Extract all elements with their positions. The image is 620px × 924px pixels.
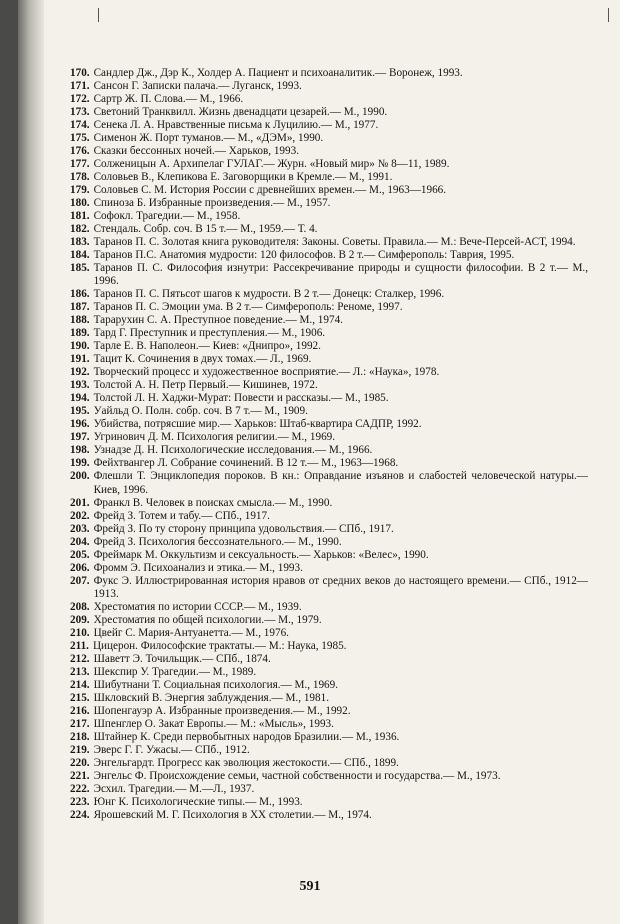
- entry-number: 172.: [70, 93, 90, 106]
- bibliography-entry: [70, 718, 588, 731]
- entry-number: 181.: [70, 210, 90, 223]
- entry-text: Таранов П. С. Философия изнутри: Рассекречивание природы и сущности философии. В 2 т.— М., 1996.: [93, 262, 588, 288]
- scan-mark: [98, 8, 99, 22]
- entry-number: 212.: [70, 652, 90, 665]
- entry-text: Сансон Г. Записки палача.— Луганск, 1993.: [93, 80, 302, 93]
- entry-number: 221.: [70, 769, 90, 782]
- entry-number: 171.: [70, 80, 90, 93]
- entry-text: Тарле Е. В. Наполеон.— Киев: «Днипро», 1992.: [93, 340, 321, 353]
- entry-text: Флешли Т. Энциклопедия пороков. В кн.: Оправдание изъянов и слабостей человеческой натуры.— Киев, 1996.: [93, 470, 588, 496]
- entry-number: 178.: [70, 171, 90, 184]
- entry-text: Угринович Д. М. Психология религии.— М., 1969.: [93, 431, 336, 444]
- entry-text: Соловьев С. М. История России с древнейших времен.— М., 1963—1966.: [93, 184, 447, 197]
- entry-text: Хрестоматия по общей психологии.— М., 1979.: [93, 613, 322, 626]
- entry-number: 174.: [70, 119, 90, 132]
- bibliography-entry: [70, 679, 588, 692]
- entry-text: Фукс Э. Иллюстрированная история нравов от средних веков до настоящего времени.— СПб., 1912—1913.: [93, 574, 588, 600]
- entry-text: Фейхтвангер Л. Собрание сочинений. В 12 т.— М., 1963—1968.: [93, 457, 399, 470]
- bibliography-entry: [70, 418, 588, 431]
- entry-text: Солженицын А. Архипелаг ГУЛАГ.— Журн. «Новый мир» № 8—11, 1989.: [93, 158, 450, 171]
- entry-text: Узнадзе Д. Н. Психологические исследования.— М., 1966.: [93, 444, 373, 457]
- bibliography-list: [70, 67, 588, 822]
- entry-number: 207.: [70, 574, 90, 587]
- entry-text: Эсхил. Трагедии.— М.—Л., 1937.: [93, 782, 255, 795]
- entry-number: 173.: [70, 106, 90, 119]
- entry-number: 183.: [70, 236, 90, 249]
- bibliography-entry: [70, 262, 588, 288]
- entry-number: 201.: [70, 496, 90, 509]
- bibliography-entry: [70, 392, 588, 405]
- bibliography-entry: [70, 106, 588, 119]
- entry-text: Фрейд З. Психология бессознательного.— М., 1990.: [93, 535, 342, 548]
- bibliography-entry: [70, 379, 588, 392]
- bibliography-entry: [70, 405, 588, 418]
- bibliography-entry: [70, 288, 588, 301]
- bibliography-entry: [70, 145, 588, 158]
- entry-number: 224.: [70, 808, 90, 821]
- bibliography-entry: [70, 640, 588, 653]
- entry-number: 193.: [70, 379, 90, 392]
- entry-text: Шопенгауэр А. Избранные произведения.— М., 1992.: [93, 704, 351, 717]
- entry-number: 213.: [70, 665, 90, 678]
- entry-text: Убийства, потрясшие мир.— Харьков: Штаб-квартира САДПР, 1992.: [93, 418, 422, 431]
- entry-text: Толстой А. Н. Петр Первый.— Кишинев, 1972.: [93, 379, 318, 392]
- entry-number: 186.: [70, 288, 90, 301]
- entry-text: Уайльд О. Полн. собр. соч. В 7 т.— М., 1909.: [93, 405, 308, 418]
- entry-number: 188.: [70, 314, 90, 327]
- entry-text: Сенека Л. А. Нравственные письма к Луцилию.— М., 1977.: [93, 119, 379, 132]
- entry-text: Тацит К. Сочинения в двух томах.— Л., 1969.: [93, 353, 312, 366]
- entry-number: 202.: [70, 509, 90, 522]
- entry-number: 217.: [70, 717, 90, 730]
- bibliography-entry: [70, 223, 588, 236]
- entry-text: Ярошевский М. Г. Психология в XX столетии.— М., 1974.: [93, 808, 372, 821]
- bibliography-entry: [70, 627, 588, 640]
- entry-number: 185.: [70, 262, 90, 275]
- bibliography-entry: [70, 431, 588, 444]
- bibliography-entry: [70, 614, 588, 627]
- bibliography-entry: [70, 301, 588, 314]
- entry-text: Франкл В. Человек в поисках смысла.— М., 1990.: [93, 496, 333, 509]
- entry-text: Цицерон. Философские трактаты.— М.: Наука, 1985.: [92, 639, 347, 652]
- bibliography-entry: [70, 510, 588, 523]
- entry-number: 175.: [70, 132, 90, 145]
- page-number: 591: [299, 879, 321, 894]
- bibliography-entry: [70, 158, 588, 171]
- entry-number: 208.: [70, 600, 90, 613]
- entry-text: Тард Г. Преступник и преступления.— М., 1906.: [93, 327, 326, 340]
- entry-text: Софокл. Трагедии.— М., 1958.: [93, 210, 241, 223]
- entry-text: Энгельгардт. Прогресс как эволюция жестокости.— СПб., 1899.: [93, 756, 399, 769]
- entry-number: 196.: [70, 418, 90, 431]
- bibliography-entry: [70, 80, 588, 93]
- bibliography-entry: [70, 523, 588, 536]
- entry-text: Шибутнани Т. Социальная психология.— М., 1969.: [93, 678, 339, 691]
- entry-number: 211.: [70, 639, 89, 652]
- entry-text: Фреймарк М. Оккультизм и сексуальность.— Харьков: «Велес», 1990.: [93, 548, 429, 561]
- entry-number: 182.: [70, 223, 90, 236]
- entry-text: Таранов П. С. Эмоции ума. В 2 т.— Симферополь: Реноме, 1997.: [93, 301, 403, 314]
- entry-text: Шпенглер О. Закат Европы.— М.: «Мысль», 1993.: [93, 717, 334, 730]
- entry-text: Энгельс Ф. Происхождение семьи, частной собственности и государства.— М., 1973.: [93, 769, 501, 782]
- page-gutter-shadow: [18, 0, 44, 924]
- entry-text: Шекспир У. Трагедии.— М., 1989.: [93, 665, 257, 678]
- entry-text: Соловьев В., Клепикова Е. Заговорщики в Кремле.— М., 1991.: [93, 171, 393, 184]
- bibliography-entry: [70, 236, 588, 249]
- bibliography-entry: [70, 497, 588, 510]
- bibliography-entry: [70, 67, 588, 80]
- entry-text: Штайнер К. Среди первобытных народов Бразилии.— М., 1936.: [93, 730, 400, 743]
- bibliography-entry: [70, 601, 588, 614]
- bibliography-entry: [70, 757, 588, 770]
- entry-number: 194.: [70, 392, 90, 405]
- entry-number: 210.: [70, 626, 90, 639]
- bibliography-entry: [70, 340, 588, 353]
- entry-number: 205.: [70, 548, 90, 561]
- bibliography-entry: [70, 132, 588, 145]
- entry-number: 195.: [70, 405, 90, 418]
- bibliography-entry: [70, 210, 588, 223]
- entry-text: Светоний Транквилл. Жизнь двенадцати цезарей.— М., 1990.: [93, 106, 388, 119]
- entry-number: 220.: [70, 756, 90, 769]
- bibliography-entry: [70, 692, 588, 705]
- entry-text: Шаветт Э. Точильщик.— СПб., 1874.: [93, 652, 271, 665]
- bibliography-entry: [70, 796, 588, 809]
- entry-text: Сказки бессонных ночей.— Харьков, 1993.: [93, 145, 300, 158]
- entry-text: Шкловский В. Энергия заблуждения.— М., 1981.: [93, 691, 329, 704]
- entry-text: Толстой Л. Н. Хаджи-Мурат: Повести и рассказы.— М., 1985.: [93, 392, 389, 405]
- entry-number: 199.: [70, 457, 90, 470]
- entry-number: 204.: [70, 535, 90, 548]
- bibliography-entry: [70, 353, 588, 366]
- entry-number: 209.: [70, 613, 90, 626]
- entry-text: Спиноза Б. Избранные произведения.— М., 1957.: [93, 197, 331, 210]
- entry-number: 179.: [70, 184, 90, 197]
- bibliography-entry: [70, 744, 588, 757]
- entry-number: 222.: [70, 782, 90, 795]
- entry-text: Фрейд З. Тотем и табу.— СПб., 1917.: [93, 509, 270, 522]
- bibliography-entry: [70, 705, 588, 718]
- bibliography-entry: [70, 575, 588, 601]
- entry-number: 177.: [70, 158, 90, 171]
- entry-number: 184.: [70, 249, 90, 262]
- bibliography-entry: [70, 93, 588, 106]
- entry-number: 223.: [70, 795, 90, 808]
- entry-text: Эверс Г. Г. Ужасы.— СПб., 1912.: [93, 743, 250, 756]
- entry-number: 190.: [70, 340, 90, 353]
- entry-number: 197.: [70, 431, 90, 444]
- bibliography-entry: [70, 562, 588, 575]
- bibliography-entry: [70, 197, 588, 210]
- entry-text: Цвейг С. Мария-Антуанетта.— М., 1976.: [93, 626, 289, 639]
- entry-number: 189.: [70, 327, 90, 340]
- entry-number: 206.: [70, 561, 90, 574]
- entry-number: 215.: [70, 691, 90, 704]
- entry-number: 191.: [70, 353, 90, 366]
- bibliography-entry: [70, 549, 588, 562]
- entry-text: Фромм Э. Психоанализ и этика.— М., 1993.: [93, 561, 303, 574]
- entry-number: 170.: [70, 67, 90, 79]
- bibliography-entry: [70, 470, 588, 496]
- entry-number: 219.: [70, 743, 90, 756]
- entry-number: 187.: [70, 301, 90, 314]
- entry-text: Сандлер Дж., Дэр К., Холдер А. Пациент и психоаналитик.— Воронеж, 1993.: [93, 67, 463, 79]
- bibliography-entry: [70, 457, 588, 470]
- bibliography-entry: [70, 536, 588, 549]
- bibliography-entry: [70, 327, 588, 340]
- bibliography-entry: [70, 731, 588, 744]
- entry-text: Сименон Ж. Порт туманов.— М., «ДЭМ», 1990.: [93, 132, 324, 145]
- entry-number: 192.: [70, 366, 90, 379]
- entry-text: Таранов П. С. Пятьсот шагов к мудрости. В 2 т.— Донецк: Сталкер, 1996.: [93, 288, 445, 301]
- entry-number: 218.: [70, 730, 90, 743]
- bibliography-entry: [70, 171, 588, 184]
- bibliography-entry: [70, 444, 588, 457]
- entry-number: 216.: [70, 704, 90, 717]
- entry-number: 180.: [70, 197, 90, 210]
- bibliography-entry: [70, 666, 588, 679]
- entry-text: Таранов П.С. Анатомия мудрости: 120 философов. В 2 т.— Симферополь: Таврия, 1995.: [93, 249, 515, 262]
- entry-number: 200.: [70, 470, 90, 483]
- bibliography-entry: [70, 809, 588, 822]
- entry-text: Тарарухин С. А. Преступное поведение.— М., 1974.: [93, 314, 343, 327]
- entry-number: 203.: [70, 522, 90, 535]
- bibliography-entry: [70, 783, 588, 796]
- scan-mark: [608, 8, 609, 22]
- bibliography-entry: [70, 314, 588, 327]
- bibliography-entry: [70, 249, 588, 262]
- bibliography-entry: [70, 770, 588, 783]
- entry-text: Творческий процесс и художественное восприятие.— Л.: «Наука», 1978.: [93, 366, 440, 379]
- entry-text: Сартр Ж. П. Слова.— М., 1966.: [93, 93, 244, 106]
- bibliography-entry: [70, 366, 588, 379]
- bibliography-entry: [70, 653, 588, 666]
- entry-text: Хрестоматия по истории СССР.— М., 1939.: [93, 600, 302, 613]
- entry-text: Таранов П. С. Золотая книга руководителя: Законы. Советы. Правила.— М.: Вече-Персей-АСТ, 1994.: [93, 236, 576, 249]
- bibliography-entry: [70, 119, 588, 132]
- entry-text: Юнг К. Психологические типы.— М., 1993.: [93, 795, 303, 808]
- entry-text: Фрейд З. По ту сторону принципа удовольствия.— СПб., 1917.: [93, 522, 394, 535]
- entry-text: Стендаль. Собр. соч. В 15 т.— М., 1959.— Т. 4.: [93, 223, 318, 236]
- entry-number: 214.: [70, 678, 90, 691]
- bibliography-entry: [70, 184, 588, 197]
- entry-number: 176.: [70, 145, 90, 158]
- entry-number: 198.: [70, 444, 90, 457]
